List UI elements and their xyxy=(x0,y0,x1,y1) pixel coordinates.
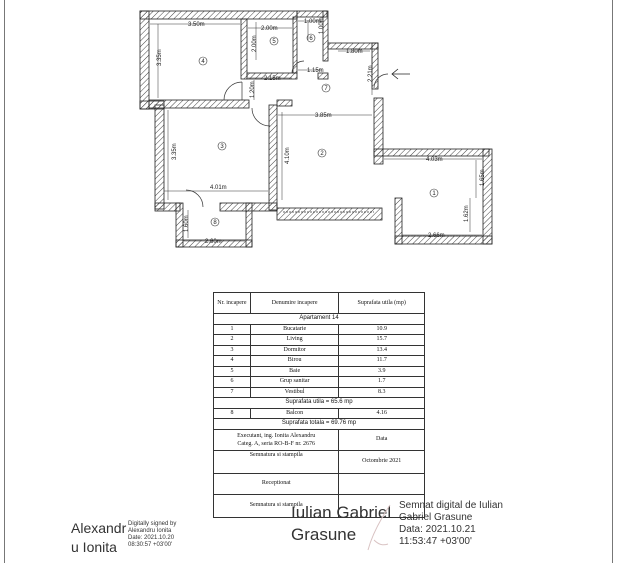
room-markers xyxy=(199,34,438,226)
table-row xyxy=(214,387,425,398)
right-sig-line-3: Data: 2021.10.21 xyxy=(399,524,476,535)
room-7-number: 7 xyxy=(324,86,328,92)
room-6-number: 6 xyxy=(309,36,313,42)
dim-350-top: 3.50m xyxy=(188,22,205,28)
util-total: Suprafata utila = 65.6 mp xyxy=(214,398,425,409)
header-denumire: Denumire incapere xyxy=(250,293,339,314)
dim-385: 3.85m xyxy=(315,113,332,119)
apartment-row xyxy=(214,314,425,325)
received-label: Receptionat xyxy=(214,473,339,494)
row-nr: 1 xyxy=(214,324,251,335)
room-3-number: 3 xyxy=(220,144,224,150)
row-nr: 6 xyxy=(214,377,251,388)
right-sig-line-4: 11:53:47 +03'00' xyxy=(399,536,472,547)
table-row xyxy=(214,324,425,335)
dim-200-vertical: 2.00m xyxy=(252,35,258,52)
received-row xyxy=(214,473,425,494)
grand-total-row xyxy=(214,419,425,430)
dim-403: 4.03m xyxy=(426,157,443,163)
header-nr: Nr. incapere xyxy=(214,293,251,314)
dim-260: 2.60m xyxy=(205,239,222,245)
row-area: 8.3 xyxy=(339,387,425,398)
dim-335-left-lower: 3.35m xyxy=(172,143,178,160)
room-5-number: 5 xyxy=(272,39,276,45)
dim-200-top: 2.00m xyxy=(261,26,278,32)
dim-401: 4.01m xyxy=(210,185,227,191)
dim-100-vertical: 1.00m xyxy=(319,17,325,34)
left-signature-details xyxy=(128,521,176,549)
row-nr: 7 xyxy=(214,387,251,398)
row-area: 1.7 xyxy=(339,377,425,388)
balcony-row xyxy=(214,408,425,419)
walls xyxy=(140,11,492,247)
util-total-row xyxy=(214,398,425,409)
room-2-number: 2 xyxy=(320,151,324,157)
dim-410: 4.10m xyxy=(285,147,291,164)
row-area: 10.9 xyxy=(339,324,425,335)
dim-335-left-upper: 3.35m xyxy=(157,49,163,66)
row-name: Baie xyxy=(250,366,339,377)
signature-stamp-1: Semnatura si stampila xyxy=(214,450,339,473)
left-signer-name-line-1: Alexandr xyxy=(71,520,127,536)
dim-162: 1.62m xyxy=(464,205,470,222)
table-row xyxy=(214,335,425,346)
apartment-label: Apartament 14 xyxy=(214,314,425,325)
table-row xyxy=(214,377,425,388)
signature-row-1 xyxy=(214,450,425,473)
right-signer-name-line-2: Grasune xyxy=(291,525,357,544)
right-sig-line-2: Gabriel Grasune xyxy=(399,512,473,523)
row-name: Grup sanitar xyxy=(250,377,339,388)
data-label: Data xyxy=(339,429,425,450)
received-empty xyxy=(339,473,425,494)
left-sig-line-3: Date: 2021.10.20 xyxy=(128,535,175,541)
dim-180: 1.80m xyxy=(346,49,363,55)
table-row xyxy=(214,356,425,367)
signature-stamp-2: Semnatura si stampila xyxy=(214,494,339,517)
grand-total: Suprafata totala = 69.76 mp xyxy=(214,419,425,430)
dim-221: 2.21m xyxy=(368,65,374,82)
row-nr: 5 xyxy=(214,366,251,377)
left-signer-name xyxy=(71,519,126,557)
dim-215: 2.15m xyxy=(264,76,281,82)
table-row xyxy=(214,366,425,377)
row-name: Birou xyxy=(250,356,339,367)
dim-160: 1.60m xyxy=(184,215,190,232)
balcony-name: Balcon xyxy=(250,408,339,419)
dim-266: 2.66m xyxy=(428,233,445,239)
row-area: 11.7 xyxy=(339,356,425,367)
entrance-arrow-icon xyxy=(392,69,410,79)
room-4-number: 4 xyxy=(201,59,205,65)
left-sig-line-1: Digitally signed by xyxy=(128,521,177,527)
table-row xyxy=(214,345,425,356)
row-name: Bucatarie xyxy=(250,324,339,335)
right-signer-name-line-1: Iulian Gabriel xyxy=(291,503,392,522)
row-area: 15.7 xyxy=(339,335,425,346)
executant-line-1: Executant, ing. Ionita Alexandru xyxy=(237,432,316,439)
signature-scribble xyxy=(360,500,400,555)
dim-100-top: 1.00m xyxy=(304,19,321,25)
row-nr: 4 xyxy=(214,356,251,367)
executant-line-2: Categ. A, seria RO-B-F nr. 2676 xyxy=(237,440,316,447)
executant-row xyxy=(214,429,425,450)
right-sig-line-1: Semnat digital de Iulian xyxy=(399,500,503,511)
row-area: 3.9 xyxy=(339,366,425,377)
left-sig-line-4: 08:30:57 +03'00' xyxy=(128,542,173,548)
dim-165: 1.65m xyxy=(480,169,486,186)
left-sig-line-2: Alexandru Ionita xyxy=(128,528,172,534)
right-signature-details xyxy=(399,500,503,548)
row-nr: 3 xyxy=(214,345,251,356)
row-name: Vestibul xyxy=(250,387,339,398)
dim-115: 1.15m xyxy=(307,68,324,74)
date-value: Octombrie 2021 xyxy=(339,450,425,473)
room-schedule-table xyxy=(213,292,425,518)
table-header-row xyxy=(214,293,425,314)
executant-cell xyxy=(214,429,339,450)
balcony-area: 4.16 xyxy=(339,408,425,419)
row-name: Living xyxy=(250,335,339,346)
balcony-nr: 8 xyxy=(214,408,251,419)
room-1-number: 1 xyxy=(432,191,436,197)
room-8-number: 8 xyxy=(213,220,217,226)
row-area: 13.4 xyxy=(339,345,425,356)
left-signer-name-line-2: u Ionita xyxy=(71,539,117,555)
dim-120: 1.20m xyxy=(250,81,256,98)
row-name: Dormitor xyxy=(250,345,339,356)
row-nr: 2 xyxy=(214,335,251,346)
header-suprafata: Suprafata utila (mp) xyxy=(339,293,425,314)
